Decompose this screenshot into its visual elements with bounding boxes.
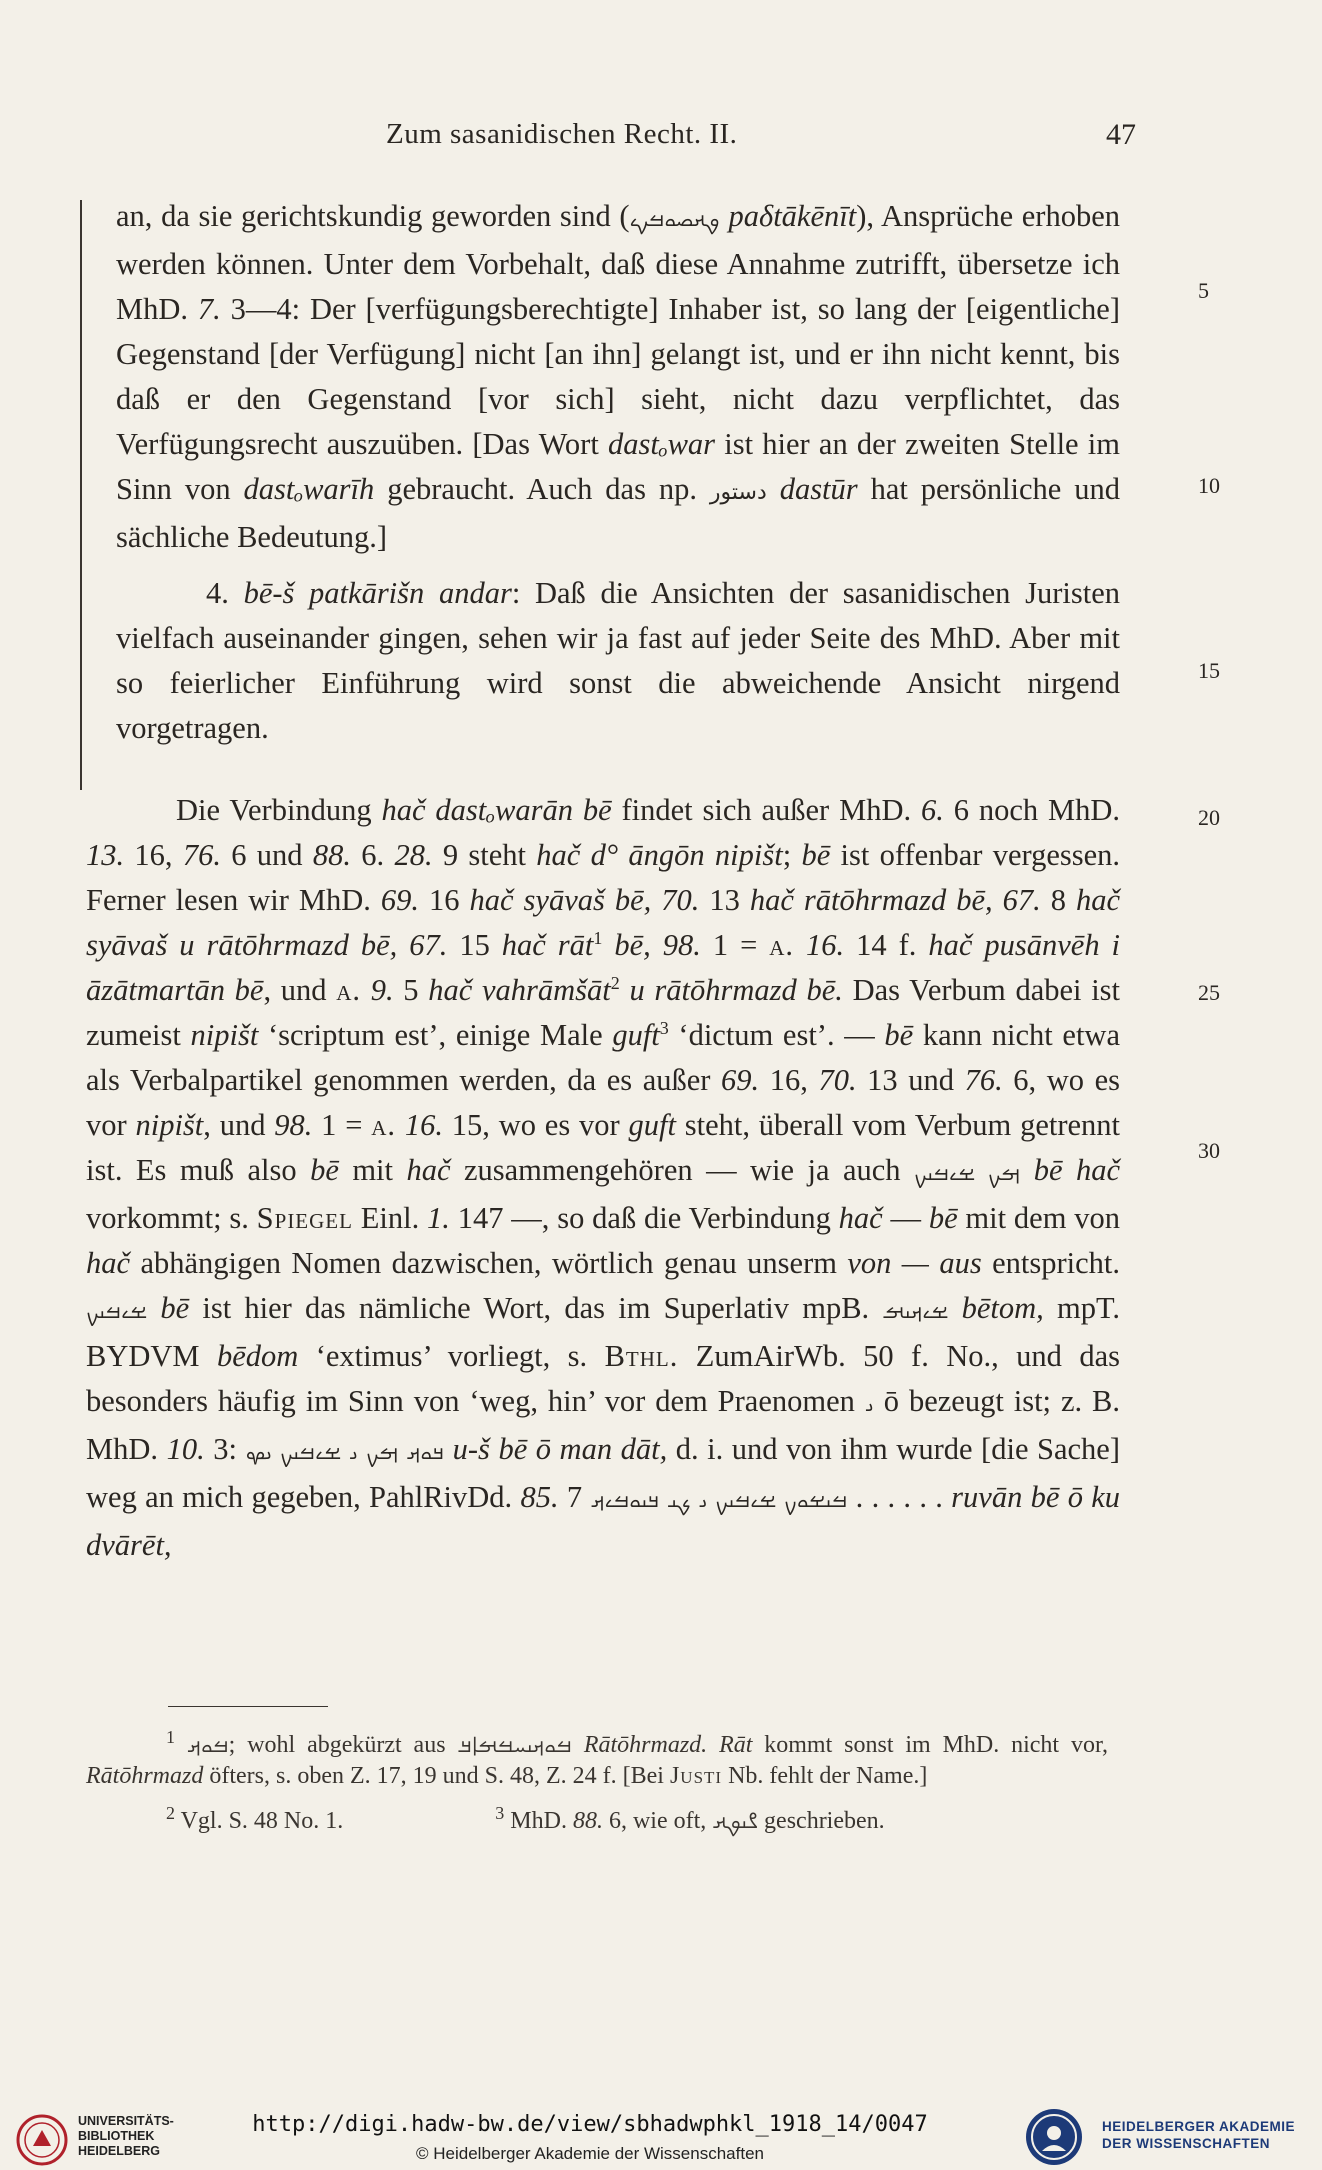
line-number: 15 [1198,658,1220,683]
pahlavi-word: ࡁࡉࡓࡅࡍ [86,1299,148,1324]
paragraph-commentary-3: an, da sie gerichtskundig geworden sind (ࡐࡕࡎࡀࡓࡍࡉ paδtākēnīt), Ansprüche erhoben werden können. Unter dem Vorbehalt, daß diese Annahme zutrifft, übersetze ich MhD. 7. 3—4: Der [verfügungsberechtigte] Inhaber ist, so lang der [eigentliche] Gegenstand [der Verfügung] nicht [an ihn] gelangt ist, und er ihn nicht kennt, bis daß er den Gegenstand [vor sich] sieht, nicht dazu verpflichtet, das Verfügungsrecht auszuüben. [Das Wort dastₒwar ist hier an der zweiten Stelle im Sinn von dastₒwarīh gebraucht. Auch das np. دستور dastūr hat persönliche und sächliche Bedeutung.] [116,199,1121,554]
footnote-ref: 2 [610,972,620,993]
margin-rule [80,200,82,790]
line-number: 30 [1198,1138,1220,1163]
viewer-footer [0,2100,1322,2170]
pahlavi-phrase: ࡃࡀࡕ ࡌࡍ ࡅ ࡁࡉࡓࡅࡍ ࡅࡔ [245,1440,445,1465]
pahlavi-word: ࡅ [864,1392,874,1417]
line-number: 20 [1198,805,1220,830]
running-title: Zum sasanidischen Recht. II. [386,118,738,150]
library-name-line: BIBLIOTHEK [78,2129,155,2143]
pahlavi-phrase: ࡓࡅࡁࡀࡍ ࡁࡉࡓࡅࡍ ࡅ ࡊࡅ ࡃࡅࡀࡓࡉࡕ [590,1488,848,1513]
main-text [86,194,1220,1568]
page-header [86,118,1136,158]
library-name-line: UNIVERSITÄTS- [78,2114,174,2128]
academy-name-line: HEIDELBERGER AKADEMIE [1102,2119,1296,2134]
footnote-1: $^1$ ࡓࡀࡕ; wohl abgekürzt aus ࡓࡀࡕࡅࡄࡓࡌࡆࡃ Rātōhrmazd. Rāt kommt sonst im MhD. nicht vor, Rātōhrmazd öfters, s. oben Z. 17, 19 und S. 48, Z. 24 f. [Bei Justi Nb. fehlt der Name.] [86,1727,1108,1789]
paragraph-verbindung: Die Verbindung hač dastₒwarān bē findet sich außer MhD. 6. 6 noch MhD. 13. 16, 76. 6 und 88. 6. 28. 9 steht hač d° āngōn nipišt; bē ist offenbar vergessen. Ferner lesen wir MhD. 69. 16 hač syāvaš bē, 70. 13 hač rātōhrmazd bē, 67. 8 hač syāvaš u rātōhrmazd bē, 67. 15 hač rāt$^1$ bē, 98. 1 = a. 16. 14 f. hač pusānvēh i āzātmartān bē, und a. 9. 5 hač vahrāmšāt$^2$ u rātōhrmazd bē. Das Verbum dabei ist zumeist nipišt ‘scriptum est’, einige Male guft$^3$ ‘dictum est’. — bē kann nicht etwa als Verbalpartikel genommen werden, da es außer 69. 16, 70. 13 und 76. 6, wo es vor nipišt, und 98. 1 = a. 16. 15, wo es vor guft steht, überall vom Verbum getrennt ist. Es muß also bē mit hač zusammengehören — wie ja auch ࡌࡍ ࡁࡉࡓࡅࡍ bē hač vorkommt; s. Spiegel Einl. 1. 147 —, so daß die Verbindung hač — bē mit dem von hač abhängigen Nomen dazwischen, wörtlich genau unserm von — aus entspricht. ࡁࡉࡓࡅࡍ bē ist hier das nämliche Wort, das im Superlativ mpB. ࡁࡉࡕࡅࡌ bētom, mpT. BYDVM bēdom ‘extimus’ vorliegt, s. Bthl. ZumAirWb. 50 f. No., und das besonders häufig im Sinn von ‘weg, hin’ vor dem Praenomen ࡅ ō bezeugt ist; z. B. MhD. 10. 3: ࡃࡀࡕ ࡌࡍ ࡅ ࡁࡉࡓࡅࡍ ࡅࡔ u-š bē ō man dāt, d. i. und von ihm wurde [die Sache] weg an mich gegeben, PahlRivDd. 85. 7 ࡓࡅࡁࡀࡍ ࡁࡉࡓࡅࡍ ࡅ ࡊࡅ ࡃࡅࡀࡓࡉࡕ . . . . . . ruvān bē ō ku dvārēt, [86,793,1121,1562]
line-number: 10 [1198,473,1220,498]
copyright-notice: © Heidelberger Akademie der Wissenschaften [416,2144,764,2163]
university-library-logo[interactable] [16,2106,174,2166]
footnotes [86,1727,1108,1837]
pahlavi-word: ࡌࡍ ࡁࡉࡓࡅࡍ [913,1161,1021,1186]
line-number: 5 [1198,278,1209,303]
page-number: 47 [1106,118,1136,151]
footnotes-2-3 [86,1803,1108,1837]
footnote-ref: 1 [593,927,603,948]
footnote-ref: 3 [659,1017,669,1038]
academy-logo[interactable] [1022,2104,1312,2166]
academy-seal-icon [1022,2106,1086,2168]
academy-name-line: DER WISSENSCHAFTEN [1102,2136,1271,2151]
permalink-url[interactable]: http://digi.hadw-bw.de/view/sbhadwphkl_1918_14/0047 [252,2112,928,2137]
library-name-line: HEIDELBERG [78,2144,160,2158]
persian-word: دستور [709,480,767,505]
paragraph-commentary-4: 4. bē-š patkārišn andar: Daß die Ansichten der sasanidischen Juristen vielfach auseinander gingen, sehen wir ja fast auf jeder Seite des MhD. Aber mit so feierlicher Einführung wird sonst die abweichende Ansicht nirgend vorgetragen. [116,576,1120,745]
line-number: 25 [1198,980,1220,1005]
library-seal-icon [16,2114,68,2166]
footnote-rule [168,1706,328,1707]
pahlavi-word: ࡐࡕࡎࡀࡓࡍࡉ [629,207,720,232]
footnote-2: $^2$ Vgl. S. 48 No. 1. [166,1803,344,1834]
footnote-3: $^3$ MhD. 88. 6, wie oft, ࡂࡅࡐࡕ geschrieben. [495,1803,885,1834]
pahlavi-word: ࡁࡉࡕࡅࡌ [882,1299,949,1324]
